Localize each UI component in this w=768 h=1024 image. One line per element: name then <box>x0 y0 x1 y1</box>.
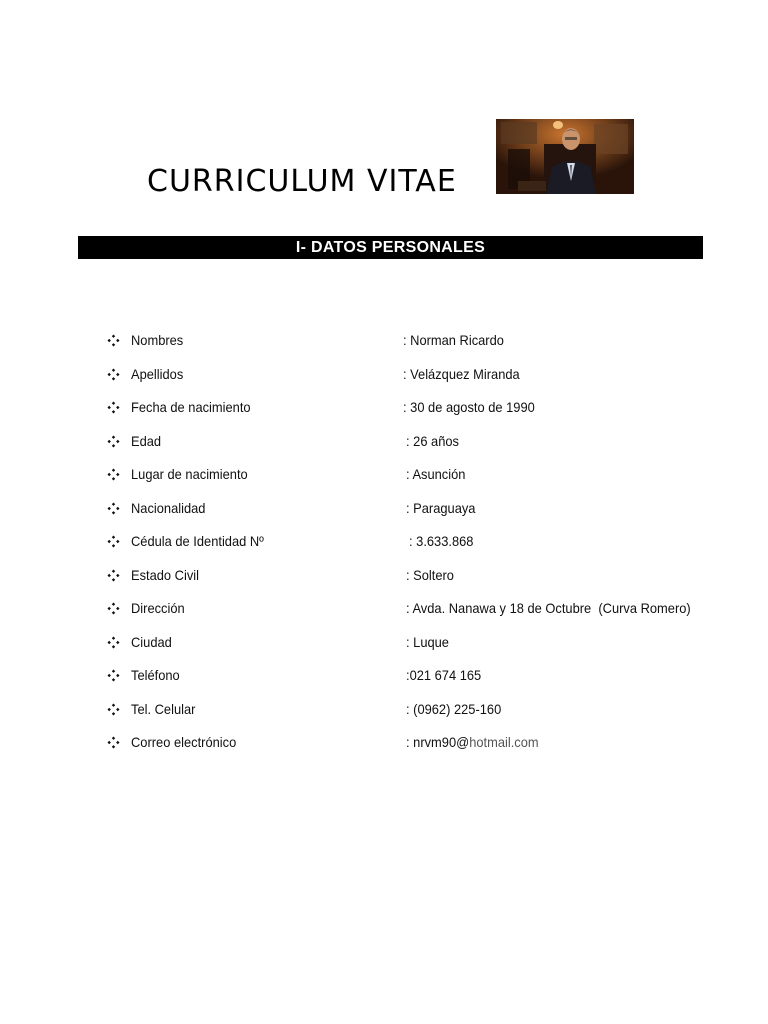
diamond-bullet-icon <box>107 636 120 649</box>
diamond-bullet-icon <box>107 334 120 347</box>
field-value: : Asunción <box>406 466 466 482</box>
diamond-bullet-icon <box>107 368 120 381</box>
field-value: : 30 de agosto de 1990 <box>403 399 535 415</box>
diamond-bullet-icon <box>107 569 120 582</box>
field-value: : Norman Ricardo <box>403 332 504 348</box>
field-label: Ciudad <box>131 633 172 650</box>
field-row-estado-civil <box>0 561 768 595</box>
field-row-ciudad <box>0 628 768 662</box>
diamond-bullet-icon <box>107 669 120 682</box>
diamond-bullet-icon <box>107 703 120 716</box>
diamond-bullet-icon <box>107 435 120 448</box>
field-label: Fecha de nacimiento <box>131 399 251 415</box>
diamond-bullet-icon <box>107 736 120 749</box>
field-label: Edad <box>131 432 162 449</box>
personal-data-list <box>0 326 768 762</box>
diamond-bullet-icon <box>107 401 120 414</box>
field-row-apellidos <box>0 360 768 394</box>
field-label: Lugar de nacimiento <box>131 466 248 482</box>
diamond-bullet-icon <box>107 535 120 548</box>
field-row-fecha-de-nacimiento <box>0 393 768 427</box>
field-row-edad <box>0 427 768 461</box>
field-row-direccion <box>0 594 768 628</box>
field-label: Correo electrónico <box>131 734 237 750</box>
field-label: Cédula de Identidad Nº <box>131 533 264 549</box>
field-row-telefono <box>0 661 768 695</box>
field-row-nombres <box>0 326 768 360</box>
field-value: : (0962) 225-160 <box>406 700 502 717</box>
profile-photo <box>496 119 634 194</box>
field-label: Tel. Celular <box>131 700 196 717</box>
field-value: :021 674 165 <box>406 667 482 683</box>
field-value: : Soltero <box>406 566 454 583</box>
field-value: : 26 años <box>406 432 460 449</box>
field-label: Dirección <box>131 600 185 616</box>
diamond-bullet-icon <box>107 502 120 515</box>
field-value: : Luque <box>406 633 449 650</box>
field-label: Teléfono <box>131 667 180 683</box>
field-row-nacionalidad <box>0 494 768 528</box>
field-value: : 3.633.868 <box>409 533 474 549</box>
field-row-correo-electronico <box>0 728 768 762</box>
email-user: : nrvm90@ <box>406 734 470 750</box>
diamond-bullet-icon <box>107 468 120 481</box>
diamond-bullet-icon <box>107 602 120 615</box>
field-value: : Paraguaya <box>406 499 476 516</box>
field-label: Apellidos <box>131 365 184 382</box>
email-domain-link[interactable]: hotmail.com <box>469 734 539 750</box>
field-value-email[interactable] <box>406 728 539 756</box>
field-value: : Velázquez Miranda <box>403 365 520 382</box>
field-label: Estado Civil <box>131 566 200 583</box>
field-row-lugar-de-nacimiento <box>0 460 768 494</box>
field-label: Nacionalidad <box>131 499 206 516</box>
field-label: Nombres <box>131 332 184 348</box>
page-title: CURRICULUM VITAE <box>147 164 457 199</box>
field-value: : Avda. Nanawa y 18 de Octubre (Curva Romero) <box>406 600 691 616</box>
field-row-tel-celular <box>0 695 768 729</box>
section-heading-datos-personales: I- DATOS PERSONALES <box>78 236 703 259</box>
field-row-cedula-de-identidad <box>0 527 768 561</box>
